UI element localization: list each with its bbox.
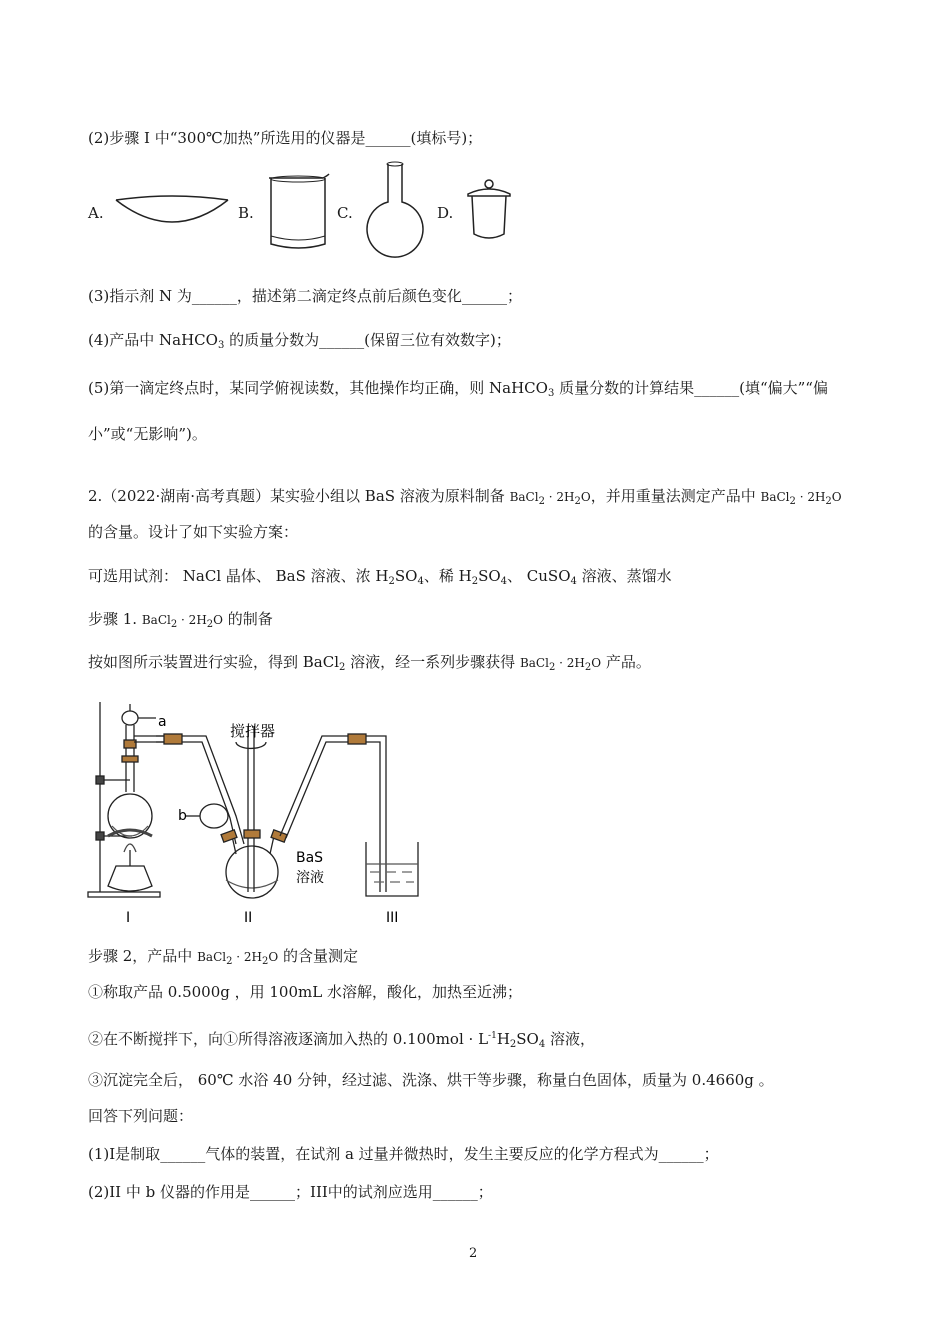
- step2-substep-3: ③沉淀完全后， 60℃ 水浴 40 分钟，经过滤、洗涤、烘干等步骤，称量白色固体，质量为 0.4660g 。: [88, 1071, 774, 1089]
- problem2-intro-cont: 的含量。设计了如下实验方案：: [88, 523, 299, 541]
- round-bottom-flask-icon: [362, 160, 428, 260]
- q3-indicator-question: (3)指示剂 N 为______，描述第二滴定终点前后颜色变化______；: [88, 287, 522, 305]
- option-d-label: D.: [437, 204, 454, 222]
- evaporating-dish-icon: [112, 192, 232, 232]
- option-a-label: A.: [88, 204, 104, 222]
- label-solution: 溶液: [296, 870, 324, 886]
- answer-prompt: 回答下列问题：: [88, 1107, 194, 1125]
- answer-blank: ______: [365, 129, 411, 147]
- question-1: (1)I是制取______气体的装置，在试剂 a 过量并微热时，发生主要反应的化学方程式为______；: [88, 1145, 719, 1163]
- apparatus-diagram: [86, 696, 426, 928]
- step2-substep-1: ①称取产品 0.5000g ，用 100mL 水溶解，酸化，加热至近沸；: [88, 983, 522, 1001]
- label-b: b: [178, 808, 187, 824]
- step2-substep-2: ②在不断搅拌下，向①所得溶液逐滴加入热的 $0.100mol \cdot L^{-1}H_2SO_4$ 溶液，: [88, 1030, 596, 1050]
- crucible-icon: [464, 178, 514, 248]
- option-c-label: C.: [337, 204, 353, 222]
- step1-heading: 步骤 1. BaCl$_2$ · $2H_2O$ 的制备: [88, 610, 273, 630]
- label-unit-3: III: [386, 910, 399, 926]
- beaker-icon: [265, 172, 335, 252]
- label-bas: BaS: [296, 850, 324, 866]
- q5-reading-error-question: (5)第一滴定终点时，某同学俯视读数，其他操作均正确，则 NaHCO$_3$ 质量分数的计算结果______(填“偏大”“偏: [88, 379, 828, 399]
- q4-mass-fraction-question: (4)产品中 NaHCO$_3$ 的质量分数为______(保留三位有效数字)；: [88, 331, 511, 351]
- q2-instrument-question: (2)步骤 I 中“300℃加热”所选用的仪器是______(填标号)；: [88, 129, 483, 147]
- label-a: a: [158, 714, 167, 730]
- reagents-list: 可选用试剂： NaCl 晶体、 BaS 溶液、浓 $H_2SO_4$、稀 $H_2SO_4$、 CuSO$_4$ 溶液、蒸馏水: [88, 567, 672, 587]
- option-b-label: B.: [238, 204, 254, 222]
- page-number: 2: [469, 1246, 478, 1261]
- q5-continuation: 小”或“无影响”)。: [88, 425, 207, 443]
- label-unit-1: I: [126, 910, 131, 926]
- label-stirrer: 搅拌器: [230, 722, 276, 740]
- label-unit-2: II: [244, 910, 253, 926]
- question-2: (2)II 中 b 仪器的作用是______；III中的试剂应选用______；: [88, 1183, 493, 1201]
- step2-heading: 步骤 2，产品中 BaCl$_2$ · $2H_2O$ 的含量测定: [88, 947, 359, 967]
- problem2-intro: 2.（2022·湖南·高考真题）某实验小组以 BaS 溶液为原料制备 BaCl$_2$ · $2H_2O$，并用重量法测定产品中 BaCl$_2$ · $2H_2O$: [88, 487, 842, 507]
- apparatus-description: 按如图所示装置进行实验，得到 BaCl$_2$ 溶液，经一系列步骤获得 BaCl$_2$ · $2H_2O$ 产品。: [88, 653, 651, 673]
